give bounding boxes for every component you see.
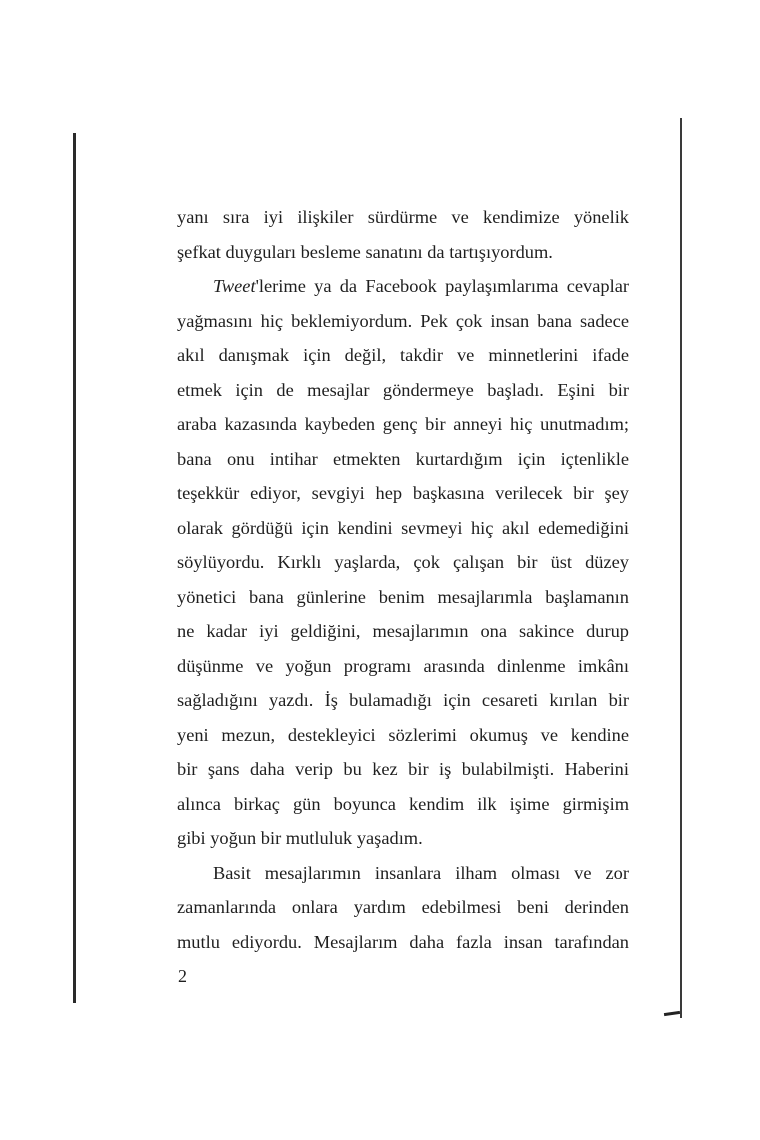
- text-line: olarak gördüğü için kendini sevmeyi hiç akıl edemediğini: [177, 517, 629, 538]
- text-line: düşünme ve yoğun programı arasında dinlenme imkânı: [177, 655, 629, 676]
- page-number: 2: [178, 966, 187, 986]
- text-line: alınca birkaç gün boyunca kendim ilk işime girmişim: [177, 793, 629, 814]
- body-text: [177, 200, 629, 959]
- text-line: mutlu ediyordu. Mesajlarım daha fazla insan tarafından: [177, 931, 629, 952]
- text-line: sağladığını yazdı. İş bulamadığı için cesareti kırılan bir: [177, 690, 629, 710]
- text-line: teşekkür ediyor, sevgiyi hep başkasına verilecek bir şey: [177, 483, 629, 503]
- text-line: araba kazasında kaybeden genç bir anneyi hiç unutmadım;: [177, 414, 629, 434]
- page-binding-edge: [73, 133, 76, 1003]
- page-right-edge: [680, 118, 682, 1018]
- text-line: söylüyordu. Kırklı yaşlarda, çok çalışan bir üst düzey: [177, 552, 629, 572]
- text-line: bana onu intihar etmekten kurtardığım için içtenlikle: [177, 448, 629, 469]
- text-line: yeni mezun, destekleyici sözlerimi okumuş ve kendine: [177, 724, 629, 745]
- text-line: ne kadar iyi geldiğini, mesajlarımın ona sakince durup: [177, 621, 629, 641]
- italic-word: Tweet: [213, 276, 256, 296]
- text-line: şefkat duyguları besleme sanatını da tartışıyordum.: [177, 241, 553, 262]
- text-line: yanı sıra iyi ilişkiler sürdürme ve kendimize yönelik: [177, 207, 629, 227]
- text-line: etmek için de mesajlar göndermeye başladı. Eşini bir: [177, 379, 629, 400]
- text-line: akıl danışmak için değil, takdir ve minnetlerini ifade: [177, 345, 629, 365]
- paragraph-2: [177, 269, 629, 856]
- text-line: yağmasını hiç beklemiyordum. Pek çok insan bana sadece: [177, 310, 629, 331]
- page-corner-mark: [664, 1011, 680, 1016]
- text-line-rest: 'lerime ya da Facebook paylaşımlarıma cevaplar: [255, 276, 629, 296]
- text-line: zamanlarında onlara yardım edebilmesi beni derinden: [177, 897, 629, 917]
- text-line: gibi yoğun bir mutluluk yaşadım.: [177, 828, 423, 848]
- paragraph-3: [177, 856, 629, 960]
- text-line-first: [177, 269, 629, 304]
- text-line: bir şans daha verip bu kez bir iş bulabilmişti. Haberini: [177, 759, 629, 779]
- paragraph-1: [177, 200, 629, 269]
- text-line: yönetici bana günlerine benim mesajlarımla başlamanın: [177, 586, 629, 607]
- text-line-first: Basit mesajlarımın insanlara ilham olması ve zor: [213, 862, 629, 883]
